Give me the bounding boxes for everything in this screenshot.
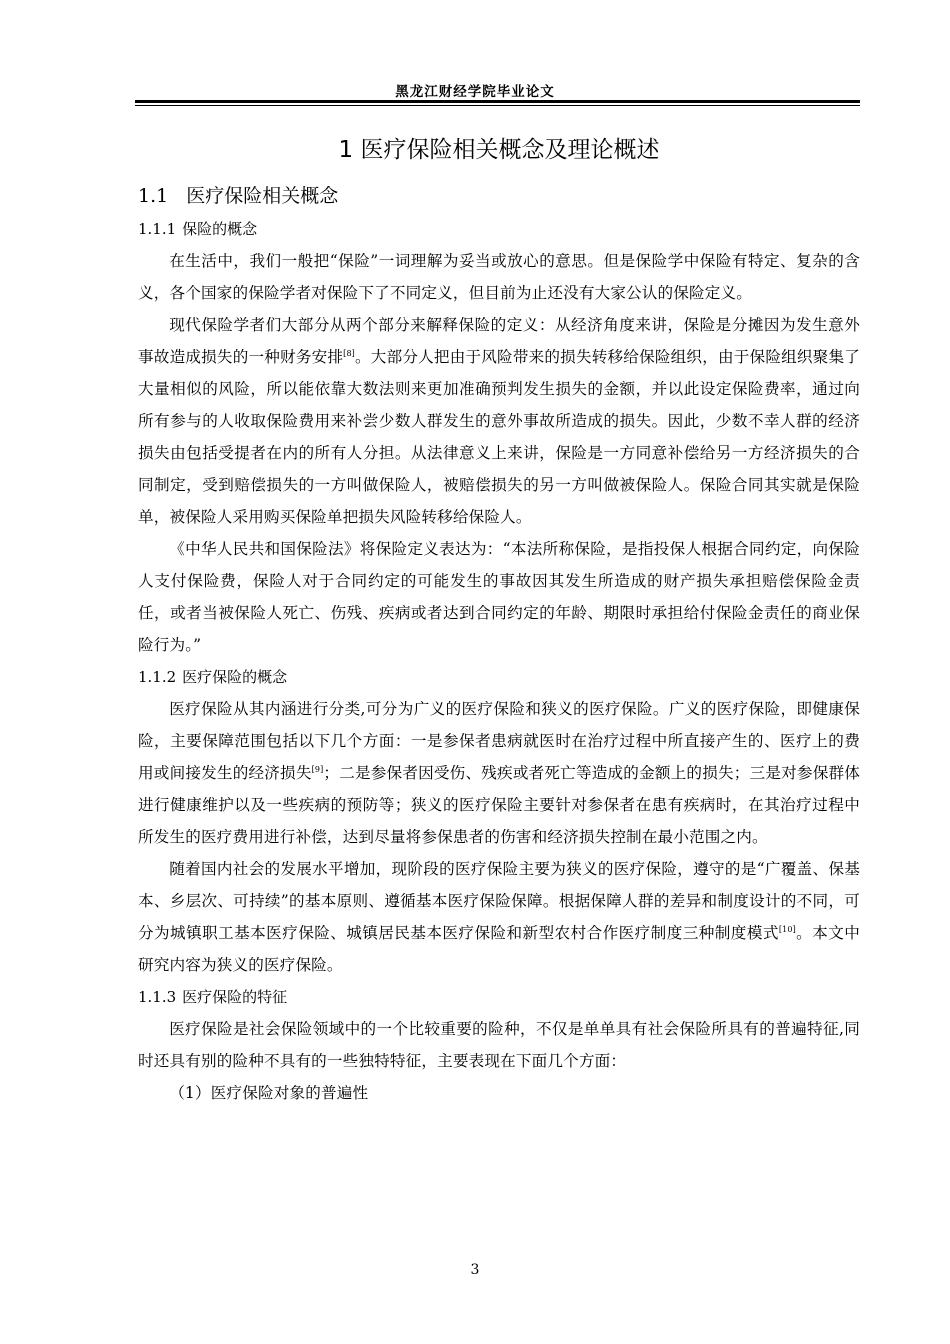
paragraph: 医疗保险是社会保险领域中的一个比较重要的险种，不仅是单单具有社会保险所具有的普遍特征,同时还具有别的险种不具有的一些独特特征，主要表现在下面几个方面： xyxy=(138,1020,860,1070)
subsection-number: 1.1.3 xyxy=(138,988,177,1006)
section-heading xyxy=(138,181,860,211)
citation-ref: [10] xyxy=(778,924,796,934)
citation-ref: [8] xyxy=(343,348,355,358)
paragraph xyxy=(138,309,860,533)
chapter-title: 1 医疗保险相关概念及理论概述 xyxy=(338,137,660,163)
subsection-heading-1-1-3 xyxy=(138,981,860,1013)
paragraph-text: 。本文中研究内容为狭义的医疗保险。 xyxy=(138,924,860,974)
paragraph-text: ；二是参保者因受伤、残疾或者死亡等造成的金额上的损失；三是对参保群体进行健康维护以及一些疾病的预防等；狭义的医疗保险主要针对参保者在患有疾病时，在其治疗过程中所发生的医疗费用进行补偿，达到尽量将参保患者的伤害和经济损失控制在最小范围之内。 xyxy=(138,764,860,846)
page-content xyxy=(138,130,860,1109)
paragraph xyxy=(138,693,860,853)
header-rule-thin xyxy=(135,105,860,106)
paragraph xyxy=(138,853,860,981)
citation-ref: [9] xyxy=(311,764,324,774)
list-item: （1）医疗保险对象的普遍性 xyxy=(169,1084,369,1102)
paragraph-text: 随着国内社会的发展水平增加，现阶段的医疗保险主要为狭义的医疗保险，遵守的是“广覆盖、保基本、乡层次、可持续”的基本原则、遵循基本医疗保险保障。根据保障人群的差异和制度设计的不同，可分为城镇职工基本医疗保险、城镇居民基本医疗保险和新型农村合作医疗制度三种制度模式 xyxy=(138,860,860,942)
page-number: 3 xyxy=(470,1262,480,1278)
section-number: 1.1 xyxy=(138,185,169,207)
header-rule-thick xyxy=(135,100,860,103)
subsection-number: 1.1.1 xyxy=(138,220,177,238)
paragraph: 《中华人民共和国保险法》将保险定义表达为：“本法所称保险，是指投保人根据合同约定，向保险人支付保险费，保险人对于合同约定的可能发生的事故因其发生所造成的财产损失承担赔偿保险金责任，或者当被保险人死亡、伤残、疾病或者达到合同约定的年龄、期限时承担给付保险金责任的商业保险行为。” xyxy=(138,540,860,654)
section-title: 医疗保险相关概念 xyxy=(186,185,339,207)
paragraph-text: 。大部分人把由于风险带来的损失转移给保险组织，由于保险组织聚集了大量相似的风险，所以能依靠大数法则来更加准确预判发生损失的金额，并以此设定保险费率，通过向所有参与的人收取保险费用来补尝少数人群发生的意外事故所造成的损失。因此，少数不幸人群的经济损失由包括受提者在内的所有人分担。从法律意义上来讲，保险是一方同意补偿给另一方经济损失的合同制定，受到赔偿损失的一方叫做保险人，被赔偿损失的另一方叫做被保险人。保险合同其实就是保险单，被保险人采用购买保险单把损失风险转移给保险人。 xyxy=(138,348,860,526)
subsection-number: 1.1.2 xyxy=(138,668,177,686)
subsection-title: 医疗保险的特征 xyxy=(182,988,288,1006)
subsection-title: 医疗保险的概念 xyxy=(182,668,288,686)
subsection-heading-1-1-1 xyxy=(138,213,860,245)
subsection-heading-1-1-2 xyxy=(138,661,860,693)
paragraph-text: 医疗保险从其内涵进行分类,可分为广义的医疗保险和狭义的医疗保险。广义的医疗保险，即健康保险，主要保障范围包括以下几个方面：一是参保者患病就医时在治疗过程中所直接产生的、医疗上的费用或间接发生的经济损失 xyxy=(138,700,860,782)
paragraph-text: 现代保险学者们大部分从两个部分来解释保险的定义：从经济角度来讲，保险是分摊因为发生意外事故造成损失的一种财务安排 xyxy=(138,316,860,366)
running-header: 黑龙江财经学院毕业论文 xyxy=(395,84,555,100)
subsection-title: 保险的概念 xyxy=(182,220,258,238)
paragraph: 在生活中，我们一般把“保险”一词理解为妥当或放心的意思。但是保险学中保险有特定、复杂的含义，各个国家的保险学者对保险下了不同定义，但目前为止还没有大家公认的保险定义。 xyxy=(138,252,860,302)
